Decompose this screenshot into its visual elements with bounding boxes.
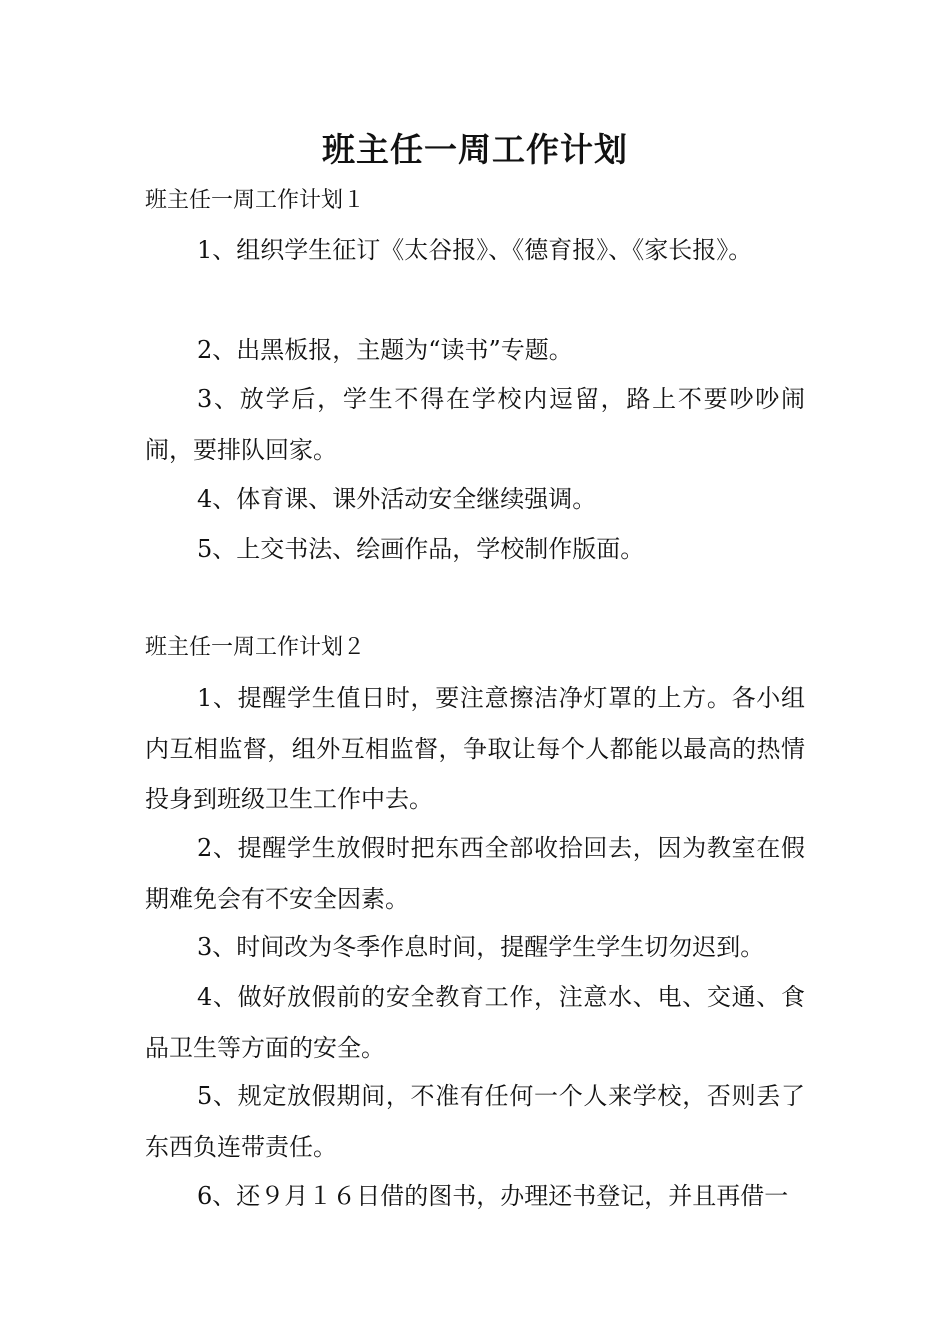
list-item: 5、上交书法、绘画作品，学校制作版面。 [197,535,645,563]
section-heading-2: 班主任一周工作计划２ [145,635,366,660]
document-title: 班主任一周工作计划 [322,130,628,169]
list-item: 3、放学后，学生不得在学校内逗留，路上不要吵吵闹闹，要排队回家。 [145,385,805,464]
list-item: 4、做好放假前的安全教育工作，注意水、电、交通、食品卫生等方面的安全。 [145,983,805,1062]
list-item: 2、提醒学生放假时把东西全部收拾回去，因为教室在假期难免会有不安全因素。 [145,834,805,913]
list-item: 1、组织学生征订《太谷报》、《德育报》、《家长报》。 [197,236,753,264]
list-item: 4、体育课、课外活动安全继续强调。 [197,485,597,513]
section-heading-1: 班主任一周工作计划１ [145,188,366,213]
list-item: 6、还９月１６日借的图书，办理还书登记，并且再借一 [197,1182,789,1210]
list-item: 3、时间改为冬季作息时间，提醒学生学生切勿迟到。 [197,933,765,961]
list-item: 5、规定放假期间，不准有任何一个人来学校，否则丢了东西负连带责任。 [145,1082,805,1161]
list-item: 1、提醒学生值日时，要注意擦洁净灯罩的上方。各小组内互相监督，组外互相监督，争取让每个人都能以最高的热情投身到班级卫生工作中去。 [145,684,805,813]
list-item: 2、出黑板报，主题为“读书”专题。 [197,336,573,364]
